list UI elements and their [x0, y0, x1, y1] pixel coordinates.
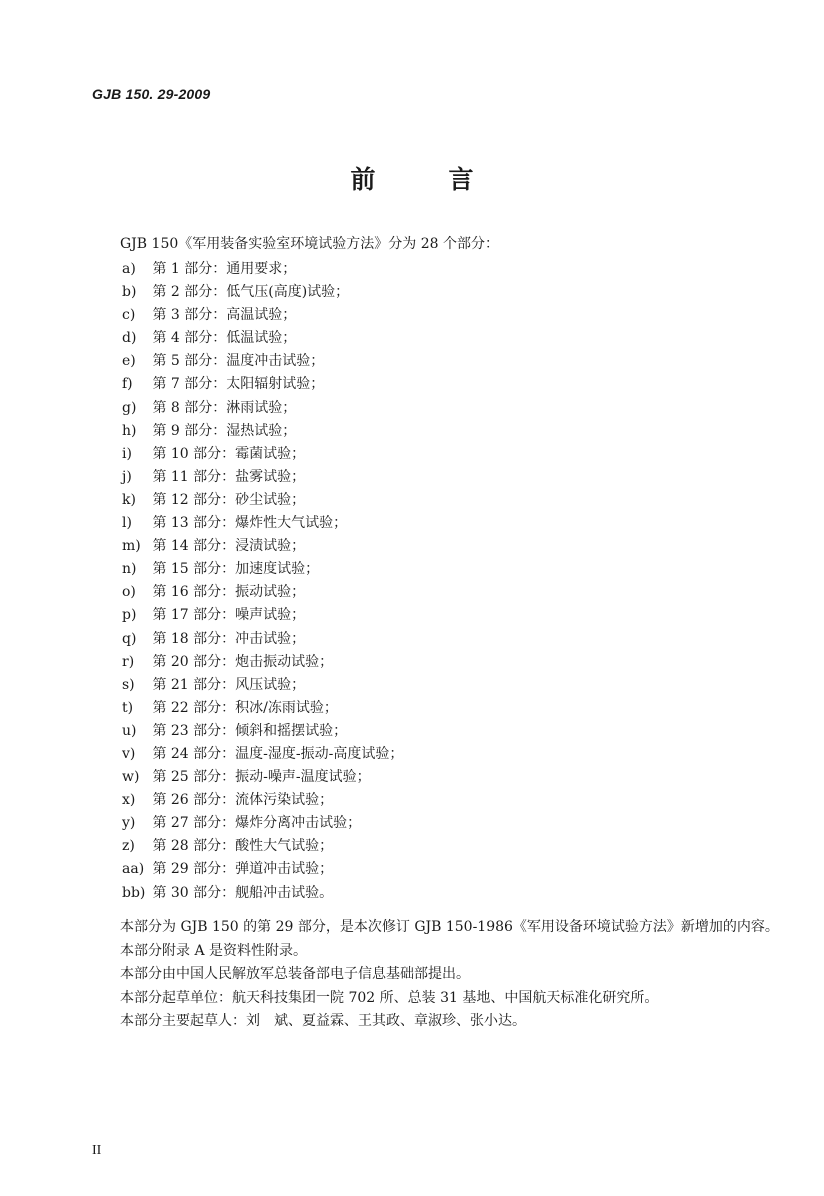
list-marker: h) [122, 422, 137, 439]
page-number: II [92, 1143, 102, 1158]
paragraph: 本部分主要起草人：刘 斌、夏益霖、王其政、章淑珍、张小达。 [120, 1013, 526, 1029]
list-item-text: 第 18 部分：冲击试验； [152, 630, 306, 647]
list-marker: v) [122, 745, 136, 762]
list-item [122, 512, 403, 535]
list-marker: s) [122, 676, 135, 693]
list-marker: k) [122, 491, 136, 508]
list-marker: aa) [122, 861, 145, 878]
document-code: GJB 150. 29-2009 [92, 86, 211, 102]
list-marker: bb) [122, 884, 146, 901]
list-item [122, 281, 403, 304]
list-item [122, 327, 403, 350]
list-marker: y) [122, 815, 136, 832]
parts-list [122, 258, 403, 905]
list-item-text: 第 17 部分：噪声试验； [152, 607, 306, 624]
list-item [122, 397, 403, 420]
list-marker: u) [122, 722, 137, 739]
list-marker: c) [122, 307, 136, 324]
list-item-text: 第 29 部分：弹道冲击试验； [152, 861, 334, 878]
list-marker: x) [122, 792, 136, 809]
list-marker: r) [122, 653, 135, 670]
list-item [122, 766, 403, 789]
list-item [122, 489, 403, 512]
list-item [122, 674, 403, 697]
list-item [122, 604, 403, 627]
list-item [122, 835, 403, 858]
list-marker: o) [122, 584, 136, 601]
list-item [122, 420, 403, 443]
list-item-text: 第 30 部分：舰船冲击试验。 [152, 884, 334, 901]
list-item [122, 581, 403, 604]
body-paragraphs [92, 916, 792, 1034]
list-item [122, 373, 403, 396]
list-item [122, 651, 403, 674]
list-item-text: 第 7 部分：太阳辐射试验； [152, 376, 325, 393]
list-item [122, 882, 403, 905]
page-title: 前 言 [350, 165, 498, 194]
paragraph: 本部分由中国人民解放军总装备部电子信息基础部提出。 [120, 966, 470, 982]
list-item-text: 第 28 部分：酸性大气试验； [152, 838, 334, 855]
list-item-text: 第 12 部分：砂尘试验； [152, 491, 306, 508]
list-item [122, 535, 403, 558]
list-item-text: 第 20 部分：炮击振动试验； [152, 653, 334, 670]
list-item-text: 第 8 部分：淋雨试验； [152, 399, 297, 416]
list-item-text: 第 9 部分：湿热试验； [152, 422, 297, 439]
list-item-text: 第 26 部分：流体污染试验； [152, 792, 334, 809]
list-marker: g) [122, 399, 137, 416]
list-marker: p) [122, 607, 137, 624]
paragraph: 本部分为 GJB 150 的第 29 部分，是本次修订 GJB 150-1986《军用设备环境试验方法》新增加的内容。 [120, 919, 779, 935]
list-item-text: 第 5 部分：温度冲击试验； [152, 353, 325, 370]
list-item [122, 858, 403, 881]
list-item-text: 第 11 部分：盐雾试验； [152, 468, 306, 485]
list-item [122, 558, 403, 581]
list-item-text: 第 27 部分：爆炸分离冲击试验； [152, 815, 362, 832]
list-item-text: 第 16 部分：振动试验； [152, 584, 306, 601]
list-item-text: 第 1 部分：通用要求； [152, 261, 297, 277]
list-marker: a) [122, 261, 136, 277]
list-item-text: 第 2 部分：低气压(高度)试验； [152, 284, 350, 301]
list-marker: n) [122, 561, 137, 578]
list-marker: q) [122, 630, 137, 647]
list-item-text: 第 25 部分：振动-噪声-温度试验； [152, 769, 371, 786]
list-marker: e) [122, 353, 136, 370]
list-item-text: 第 10 部分：霉菌试验； [152, 445, 306, 462]
list-item-text: 第 24 部分：温度-湿度-振动-高度试验； [152, 745, 404, 762]
list-marker: f) [122, 376, 133, 393]
list-item-text: 第 4 部分：低温试验； [152, 330, 297, 347]
list-item-text: 第 23 部分：倾斜和摇摆试验； [152, 722, 348, 739]
list-item [122, 304, 403, 327]
list-item [122, 789, 403, 812]
list-marker: b) [122, 284, 137, 301]
paragraph: 本部分起草单位：航天科技集团一院 702 所、总装 31 基地、中国航天标准化研究所。 [120, 989, 659, 1006]
list-item-text: 第 22 部分：积冰/冻雨试验； [152, 699, 338, 716]
list-item [122, 350, 403, 373]
list-marker: l) [122, 515, 132, 532]
list-marker: m) [122, 538, 141, 555]
list-item-text: 第 15 部分：加速度试验； [152, 561, 320, 578]
list-item-text: 第 14 部分：浸渍试验； [152, 538, 306, 555]
list-item [122, 720, 403, 743]
list-marker: j) [122, 468, 132, 485]
list-item [122, 697, 403, 720]
list-marker: d) [122, 330, 137, 347]
list-item [122, 258, 403, 281]
list-item-text: 第 21 部分：风压试验； [152, 676, 306, 693]
list-marker: z) [122, 838, 135, 855]
list-item [122, 443, 403, 466]
intro-line: GJB 150《军用装备实验室环境试验方法》分为 28 个部分： [120, 236, 499, 252]
list-marker: w) [122, 769, 140, 786]
list-item [122, 743, 403, 766]
list-item [122, 812, 403, 835]
list-item [122, 628, 403, 651]
paragraph: 本部分附录 A 是资料性附录。 [120, 942, 308, 959]
list-item [122, 466, 403, 489]
list-marker: i) [122, 445, 132, 462]
list-marker: t) [122, 699, 134, 716]
list-item-text: 第 13 部分：爆炸性大气试验； [152, 515, 348, 532]
list-item-text: 第 3 部分：高温试验； [152, 307, 297, 324]
